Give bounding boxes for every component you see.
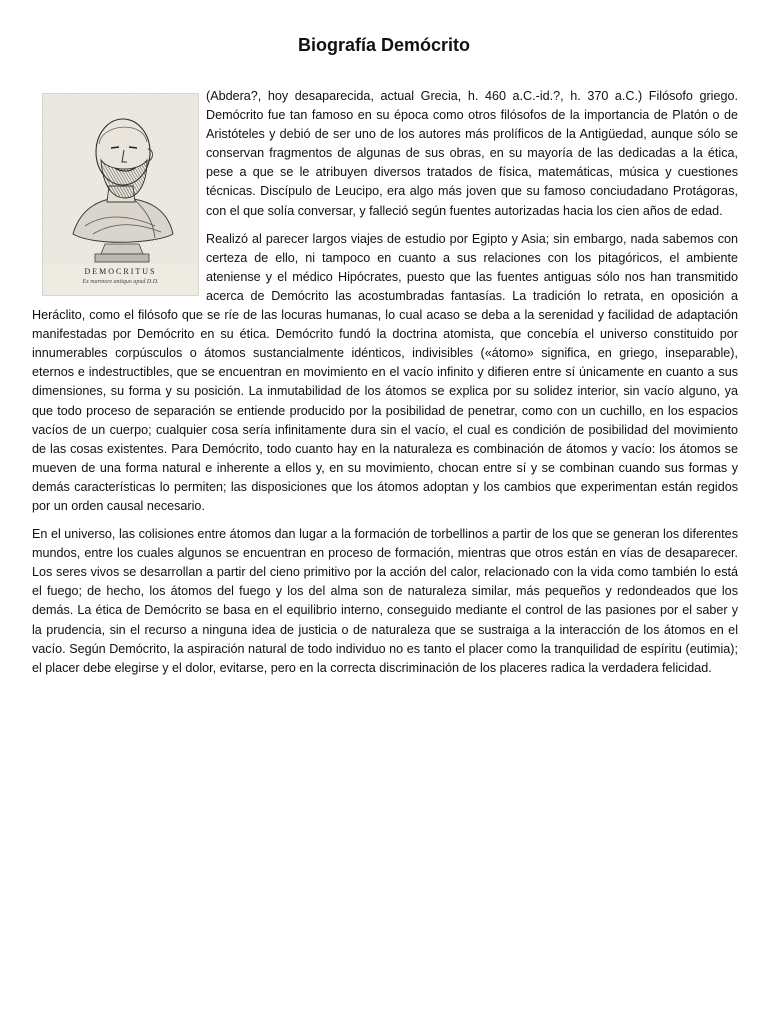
paragraph-travels-atomism: Realizó al parecer largos viajes de estudio por Egipto y Asia; sin embargo, nada sabemos con certeza de ello, ni tampoco en cuanto a sus relaciones con los pitagóricos, el ambiente ateniense y el médico Hipócrates, puesto que las fuentes antiguas sólo nos han transmitido acerca de Demócrito las acostumbradas fantasías. La tradición lo retrata, en oposición a Heráclito, como el filósofo que se ríe de las locuras humanas, lo cual acaso se deba a la serenidad y facilidad de adaptación manifestadas por Demócrito en su ética. Demócrito fundó la doctrina atomista, que concebía el universo constituido por innumerables corpúsculos o átomos sustancialmente idénticos, indivisibles («átomo» significa, en griego, inseparable), eternos e indestructibles, que se encuentran en movimiento en el vacío infinito y difieren entre sí únicamente en cuanto a sus dimensiones, su forma y su posición. La inmutabilidad de los átomos se explica por su solidez interior, sin vacío alguno, ya que todo proceso de separación se entiende producido por la posibilidad de penetrar, como con un cuchillo, en los espacios vacíos de un cuerpo; cualquier cosa sería infinitamente dura sin el vacío, el cual es condición de posibilidad del movimiento de las cosas existentes. Para Demócrito, todo cuanto hay en la naturaleza es combinación de átomos y vacío: los átomos se mueven de una forma natural e inherente a ellos y, en su movimiento, chocan entre sí y se combinan cuando sus formas y demás características lo permiten; las disposiciones que los átomos adoptan y los cambios que experimentan están regidos por un orden causal necesario. xyxy=(32,231,738,513)
portrait-subcaption: Ex marmore antiquo apud D.D. xyxy=(82,279,159,285)
page-title: Biografía Demócrito xyxy=(297,35,471,55)
paragraph-intro: (Abdera?, hoy desaparecida, actual Grecia, h. 460 a.C.-id.?, h. 370 a.C.) Filósofo griego. Demócrito fue tan famoso en su época como otros filósofos de la importancia de Platón o de Aristóteles y debió de ser uno de los autores más prolíficos de la Antigüedad, aunque sólo se conservan fragmentos de algunas de sus obras, en su mayoría de las dedicadas a la ética, pese a que se le atribuyen diversos tratados de física, matemáticas, música y cuestiones técnicas. Discípulo de Leucipo, era algo más joven que su famoso conciudadano Protágoras, con el que solía conversar, y falleció según fuentes autorizadas hacia los cien años de edad. xyxy=(206,89,738,218)
portrait-caption: DEMOCRITUS xyxy=(84,267,157,276)
image-spacer xyxy=(32,87,206,295)
biography-text xyxy=(32,87,738,687)
paragraph-universe-ethics: En el universo, las colisiones entre átomos dan lugar a la formación de torbellinos a partir de los que se generan los diferentes mundos, entre los cuales algunos se encuentran en proceso de formación, mientras que otros están en vías de desaparecer. Los seres vivos se desarrollan a partir del cieno primitivo por la acción del calor, relacionado con la vida como también lo está el fuego; de hecho, los átomos del fuego y los del alma son de naturaleza similar, más pequeños y redondeados que los demás. La ética de Demócrito se basa en el equilibrio interno, conseguido mediante el control de las pasiones por el saber y la prudencia, sin el recurso a ninguna idea de justicia o de naturaleza que se sustraiga a la interacción de los átomos en el vacío. Según Demócrito, la aspiración natural de todo individuo no es tanto el placer como la tranquilidad de espíritu (eutimia); el placer debe elegirse y el dolor, evitarse, pero en la correcta discriminación de los placeres radica la verdadera felicidad. xyxy=(32,527,738,675)
